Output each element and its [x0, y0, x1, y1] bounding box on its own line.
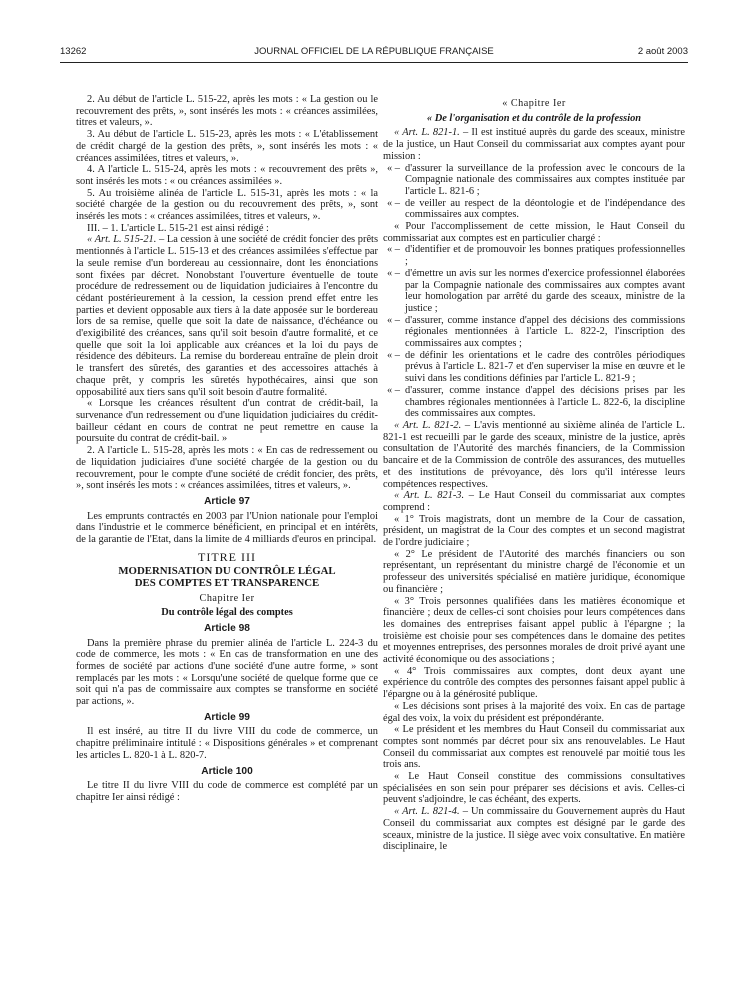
- article-heading: Article 98: [204, 622, 250, 634]
- page-header: [60, 44, 688, 60]
- paragraph: « 1° Trois magistrats, dont un membre de la Cour de cassation, président, un magistrat de la Cour des comptes et un second magistrat de l'ordre judiciaire ;: [383, 513, 685, 549]
- article-ref: « Art. L. 515-21.: [87, 234, 157, 246]
- list-item: « – d'assurer, comme instance d'appel des décisions des commissions régionales mentionnées à l'article L. 822-2, l'inscription des commissaires aux comptes ;: [383, 315, 685, 350]
- list-item: « – d'émettre un avis sur les normes d'exercice professionnel élaborées par la Compagnie nationale des commissaires aux comptes avant leur homologation par arrêté du garde des sceaux, ministre de la justice ;: [383, 268, 685, 315]
- article-ref: « Art. L. 821-2.: [394, 419, 462, 431]
- article-text: – Il est institué auprès du garde des sceaux, ministre de la justice, un Haut Conseil du commissariat aux comptes ayant pour mission :: [383, 127, 685, 162]
- paragraph: « Le président et les membres du Haut Conseil du commissariat aux comptes sont nommés par décret pour six ans renouvelables. Le Haut Conseil du commissariat aux comptes est renouvelé par moitié tous les trois ans.: [383, 724, 685, 771]
- paragraph: « Pour l'accomplissement de cette mission, le Haut Conseil du commissariat aux comptes est en particulier chargé :: [383, 221, 685, 244]
- article-text: – Le Haut Conseil du commissariat aux comptes comprend :: [383, 490, 685, 513]
- right-column: [383, 94, 685, 853]
- paragraph: 5. Au troisième alinéa de l'article L. 515-31, après les mots : « la société chargée de la gestion ou du recouvrement des prêts, », sont insérés les mots : « créances assimilées, titres et valeurs, ».: [76, 187, 378, 223]
- title-subheading: MODERNISATION DU CONTRÔLE LÉGAL: [118, 565, 336, 578]
- issue-date: 2 août 2003: [637, 46, 688, 57]
- paragraph: Il est inséré, au titre II du livre VIII du code de commerce, un chapitre préliminaire intitulé : « Dispositions générales » et comprenant les articles L. 820-1 à L. 820-7.: [76, 726, 378, 761]
- list-item: « – de veiller au respect de la déontologie et de l'indépendance des commissaires aux comptes.: [383, 198, 685, 221]
- header-rule: [60, 62, 688, 63]
- article-paragraph: [383, 127, 685, 162]
- article-heading: Article 99: [204, 711, 250, 723]
- paragraph: « Les décisions sont prises à la majorité des voix. En cas de partage égal des voix, la voix du président est prépondérante.: [383, 700, 685, 724]
- paragraph: Dans la première phrase du premier alinéa de l'article L. 224-3 du code de commerce, les mots : « En cas de transformation en une des formes de société par actions d'une société d'une autre forme, » sont remplacés par les mots : « Lorsqu'une société de quelque forme que ce soit qui n'a pas de commissaire aux comptes se transforme en société par actions, ».: [76, 637, 378, 708]
- chapter-heading: « Chapitre Ier: [502, 98, 566, 109]
- article-paragraph: [383, 490, 685, 513]
- list-item: « – de définir les orientations et le cadre des contrôles périodiques prévus à l'article L. 821-7 et d'en superviser la mise en œuvre et le suivi dans les conditions définies par l'article L. 821-9 ;: [383, 350, 685, 385]
- article-text: – L'avis mentionné au sixième alinéa de l'article L. 821-1 est recueilli par le garde des sceaux, ministre de la justice, après consultation de l'Autorité des marchés financiers, de la Commission bancaire et de la Commission de contrôle des assurances, des mutuelles et des institutions de prévoyance, dès lors qu'il intéresse leurs compétences respectives.: [383, 419, 685, 490]
- article-heading: Article 100: [201, 765, 253, 777]
- article-paragraph: [383, 420, 685, 490]
- paragraph: 2. A l'article L. 515-28, après les mots : « En cas de redressement ou de liquidation judiciaires d'une société chargée de la gestion ou du recouvrement, pour le compte d'une société de crédit foncier, des prêts, », sont insérés les mots : « créances assimilées, titres et valeurs, ».: [76, 445, 378, 492]
- page-number: 13262: [60, 46, 87, 57]
- article-ref: « Art. L. 821-1.: [394, 127, 460, 139]
- article-paragraph: [76, 234, 378, 398]
- article-text: – Un commissaire du Gouvernement auprès du Haut Conseil du commissariat aux comptes est désigné par le garde des sceaux, ministre de la justice. Il siège avec voix consultative. En matière disciplinaire, le: [383, 806, 685, 853]
- chapter-title: « De l'organisation et du contrôle de la profession: [426, 112, 642, 124]
- paragraph: « 4° Trois commissaires aux comptes, dont deux ayant une expérience du contrôle des comptes des personnes faisant appel public à l'épargne ou à la générosité publique.: [383, 665, 685, 701]
- list-item: « – d'assurer la surveillance de la profession avec le concours de la Compagnie nationale des commissaires aux comptes instituée par l'article L. 821-6 ;: [383, 163, 685, 198]
- paragraph: « 3° Trois personnes qualifiées dans les matières économique et financière ; deux de celles-ci sont choisies pour leurs compétences dans les domaines des entreprises faisant appel public à l'épargne ; la troisième est choisie pour ses compétences dans le domaine des petites et moyennes entreprises, des personnes morales de droit privé ayant une activité économique ou des associations ;: [383, 595, 685, 666]
- paragraph: Le titre II du livre VIII du code de commerce est complété par un chapitre Ier ainsi rédigé :: [76, 780, 378, 803]
- list-item: « – d'identifier et de promouvoir les bonnes pratiques professionnelles ;: [383, 244, 685, 267]
- paragraph: « Le Haut Conseil constitue des commissions consultatives spécialisées en son sein pour préparer ses décisions et avis. Celles-ci peuvent s'adjoindre, le cas échéant, des experts.: [383, 771, 685, 806]
- paragraph: 4. A l'article L. 515-24, après les mots : « recouvrement des prêts », sont insérés les mots : « ou créances assimilées ».: [76, 164, 378, 187]
- paragraph: « 2° Le président de l'Autorité des marchés financiers ou son représentant, un représentant du ministre chargé de l'économie et un professeur des universités spécialisé en matière juridique, économique ou financière ;: [383, 548, 685, 595]
- article-heading: Article 97: [204, 495, 250, 507]
- list-item: « – d'assurer, comme instance d'appel des décisions prises par les chambres régionales mentionnées à l'article L. 822-6, la discipline des commissaires aux comptes.: [383, 385, 685, 420]
- paragraph: Les emprunts contractés en 2003 par l'Union nationale pour l'emploi dans l'industrie et le commerce bénéficient, en principal et en intérêts, de la garantie de l'Etat, dans la limite de 4 milliards d'euros en principal.: [76, 510, 378, 546]
- article-paragraph: [383, 806, 685, 853]
- journal-title: JOURNAL OFFICIEL DE LA RÉPUBLIQUE FRANÇAISE: [254, 46, 494, 57]
- article-text: – La cession à une société de crédit foncier des prêts mentionnés à l'article L. 515-13 et des créances assimilées s'effectue par la seule remise d'un bordereau au cessionnaire, dont les énonciations sont fixées par décret. Nonobstant l'ouverture éventuelle de toute procédure de redressement ou de liquidation judiciaires à l'encontre du cédant postérieurement à la cession, la cession prend effet entre les parties et devient opposable aux tiers à la date apposée sur le bordereau lors de sa remise, quelle que soit la date de naissance, d'échéance ou d'exigibilité des créances, sans qu'il soit besoin d'autre formalité, et ce quelle que soit la loi applicable aux créances et la loi du pays de résidence des débiteurs. La remise du bordereau entraîne de plein droit le transfert des sûretés, des garanties et des accessoires attachés à chaque prêt, y compris les sûretés hypothécaires, ainsi que son opposabilité aux tiers sans qu'il soit besoin d'autre formalité.: [76, 234, 378, 398]
- title-subheading: DES COMPTES ET TRANSPARENCE: [134, 577, 320, 590]
- left-column: [76, 94, 378, 804]
- chapter-heading: Chapitre Ier: [199, 593, 255, 605]
- article-ref: « Art. L. 821-3.: [394, 490, 465, 502]
- paragraph: III. – 1. L'article L. 515-21 est ainsi rédigé :: [87, 222, 269, 234]
- article-ref: « Art. L. 821-4.: [394, 806, 460, 818]
- paragraph: 3. Au début de l'article L. 515-23, après les mots : « L'établissement de crédit chargé de la gestion des prêts, », sont insérés les mots : « créances assimilées, titres et valeurs, ».: [76, 129, 378, 164]
- chapter-title: Du contrôle légal des comptes: [161, 607, 293, 619]
- paragraph: « Lorsque les créances résultent d'un contrat de crédit-bail, la survenance d'un redressement ou d'une liquidation judiciaires du crédit-bailleur cédant en cours de contrat ne peut remettre en cause la poursuite du contrat de crédit-bail. »: [76, 398, 378, 445]
- title-heading: TITRE III: [198, 549, 256, 564]
- paragraph: 2. Au début de l'article L. 515-22, après les mots : « La gestion ou le recouvrement des prêts, », sont insérés les mots : « créances assimilées, titres et valeurs, ».: [76, 94, 378, 129]
